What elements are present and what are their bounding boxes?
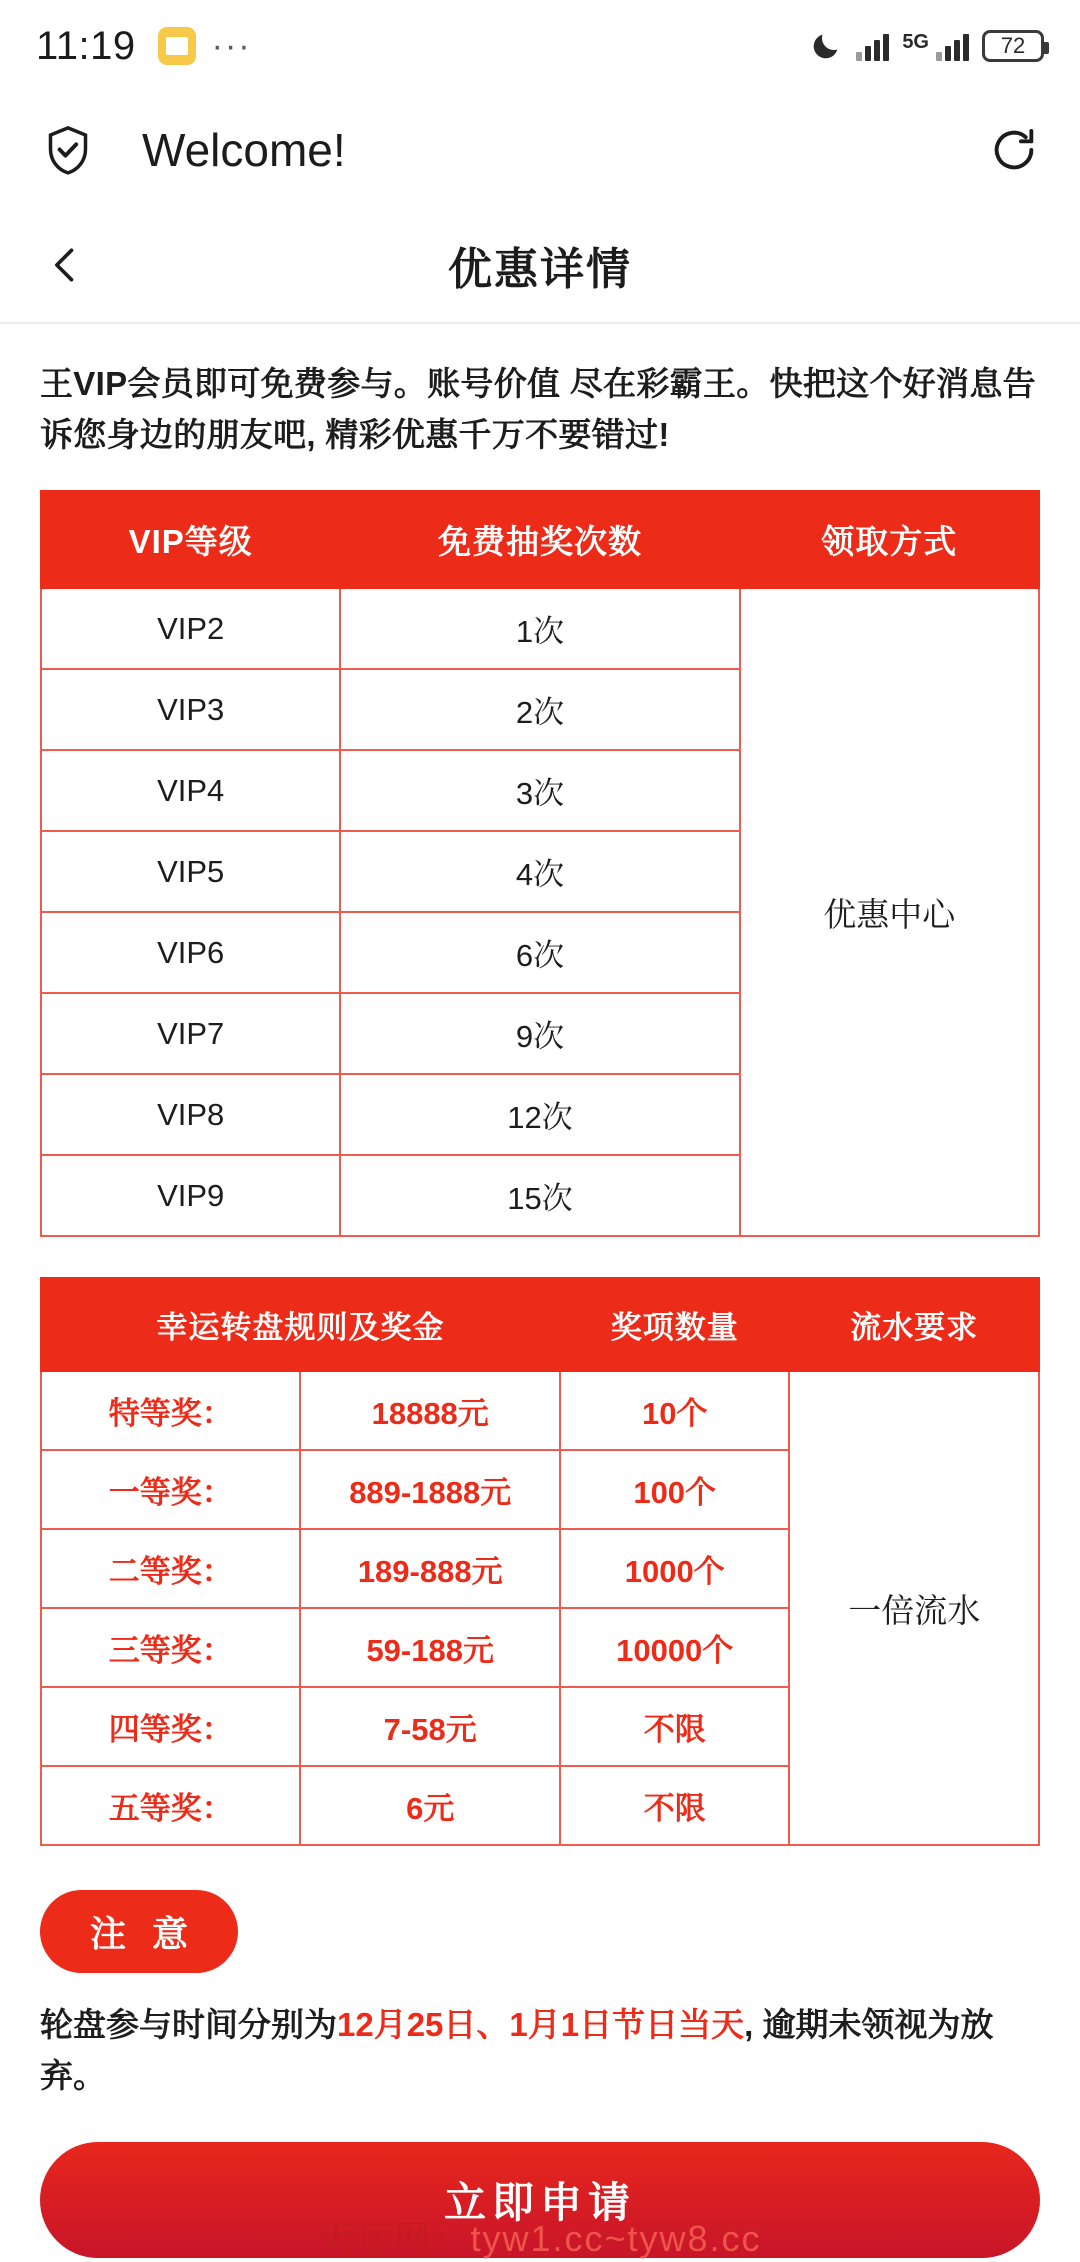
prize-col-wager: 流水要求: [789, 1278, 1039, 1371]
table-row: [41, 1371, 1039, 1450]
prize-count: 不限: [560, 1766, 790, 1845]
cta-area: [0, 2142, 1080, 2258]
vip-level: VIP8: [41, 1074, 340, 1155]
prize-name: 四等奖：: [41, 1687, 300, 1766]
page-title: 优惠详情: [448, 245, 632, 294]
app-bar-title: Welcome!: [142, 124, 346, 176]
vip-level: VIP2: [41, 588, 340, 669]
battery-icon: [982, 30, 1044, 62]
prize-name: 二等奖：: [41, 1529, 300, 1608]
prize-amount: 889-1888元: [300, 1450, 559, 1529]
vip-draws: 12次: [340, 1074, 739, 1155]
signal-icon: [856, 31, 889, 61]
signal-icon-2: [936, 31, 969, 61]
battery-percent: 72: [1000, 33, 1026, 58]
prize-col-count: 奖项数量: [560, 1278, 790, 1371]
vip-level: VIP3: [41, 669, 340, 750]
table-header-row: [41, 1278, 1039, 1371]
vip-level: VIP7: [41, 993, 340, 1074]
table-header-row: [41, 491, 1039, 588]
vip-draws: 3次: [340, 750, 739, 831]
vip-draws: 2次: [340, 669, 739, 750]
chevron-left-icon[interactable]: [44, 243, 88, 287]
vip-level: VIP5: [41, 831, 340, 912]
more-dots-icon: ···: [211, 27, 252, 65]
prize-count: 10000个: [560, 1608, 790, 1687]
prize-table: [40, 1277, 1040, 1846]
status-right-icons: [809, 29, 1044, 63]
vip-col-claim: 领取方式: [740, 491, 1039, 588]
vip-level: VIP4: [41, 750, 340, 831]
watermark-light: tyw1.cc~tyw8.cc: [470, 2217, 762, 2259]
status-left-icons: [158, 27, 252, 65]
refresh-icon[interactable]: [988, 124, 1040, 176]
vip-draws: 1次: [340, 588, 739, 669]
vip-col-draws: 免费抽奖次数: [340, 491, 739, 588]
intro-paragraph: 王VIP会员即可免费参与。账号价值 尽在彩霸王。快把这个好消息告诉您身边的朋友吧, 精彩优惠千万不要错过!: [40, 365, 1036, 454]
prize-name: 特等奖：: [41, 1371, 300, 1450]
notice-text-after: , 逾期未领视为放弃。: [40, 2006, 994, 2095]
notice-highlight: 12月25日、1月1日节日当天: [337, 2006, 745, 2044]
prize-wager-requirement: 一倍流水: [789, 1371, 1039, 1845]
prize-count: 10个: [560, 1371, 790, 1450]
prize-count: 1000个: [560, 1529, 790, 1608]
content-area: [0, 324, 1080, 2102]
vip-claim-method: 优惠中心: [740, 588, 1039, 1236]
note-icon: [158, 27, 196, 65]
prize-name: 五等奖：: [41, 1766, 300, 1845]
prize-count: 100个: [560, 1450, 790, 1529]
prize-amount: 7-58元: [300, 1687, 559, 1766]
vip-table: [40, 490, 1040, 1237]
status-time: 11:19: [36, 23, 136, 68]
vip-level: VIP9: [41, 1155, 340, 1236]
vip-draws: 6次: [340, 912, 739, 993]
table-row: [41, 588, 1039, 669]
watermark-dark: 天运网：: [318, 2217, 471, 2259]
vip-draws: 9次: [340, 993, 739, 1074]
status-bar: [0, 0, 1080, 92]
vip-draws: 15次: [340, 1155, 739, 1236]
prize-col-rules: 幸运转盘规则及奖金: [41, 1278, 560, 1371]
notice-text-before: 轮盘参与时间分别为: [40, 2006, 337, 2044]
notice-text: [40, 1999, 1040, 2101]
vip-draws: 4次: [340, 831, 739, 912]
network-type-label: 5G: [902, 31, 929, 53]
prize-count: 不限: [560, 1687, 790, 1766]
vip-level: VIP6: [41, 912, 340, 993]
prize-amount: 6元: [300, 1766, 559, 1845]
vip-col-level: VIP等级: [41, 491, 340, 588]
notice-badge: 注 意: [40, 1890, 238, 1973]
page-header: [0, 208, 1080, 324]
shield-check-icon[interactable]: [40, 122, 96, 178]
moon-icon: [809, 29, 843, 63]
prize-amount: 18888元: [300, 1371, 559, 1450]
apply-now-button[interactable]: 立即申请: [40, 2142, 1040, 2258]
prize-name: 三等奖：: [41, 1608, 300, 1687]
prize-name: 一等奖：: [41, 1450, 300, 1529]
prize-amount: 189-888元: [300, 1529, 559, 1608]
prize-amount: 59-188元: [300, 1608, 559, 1687]
app-bar: [0, 92, 1080, 208]
